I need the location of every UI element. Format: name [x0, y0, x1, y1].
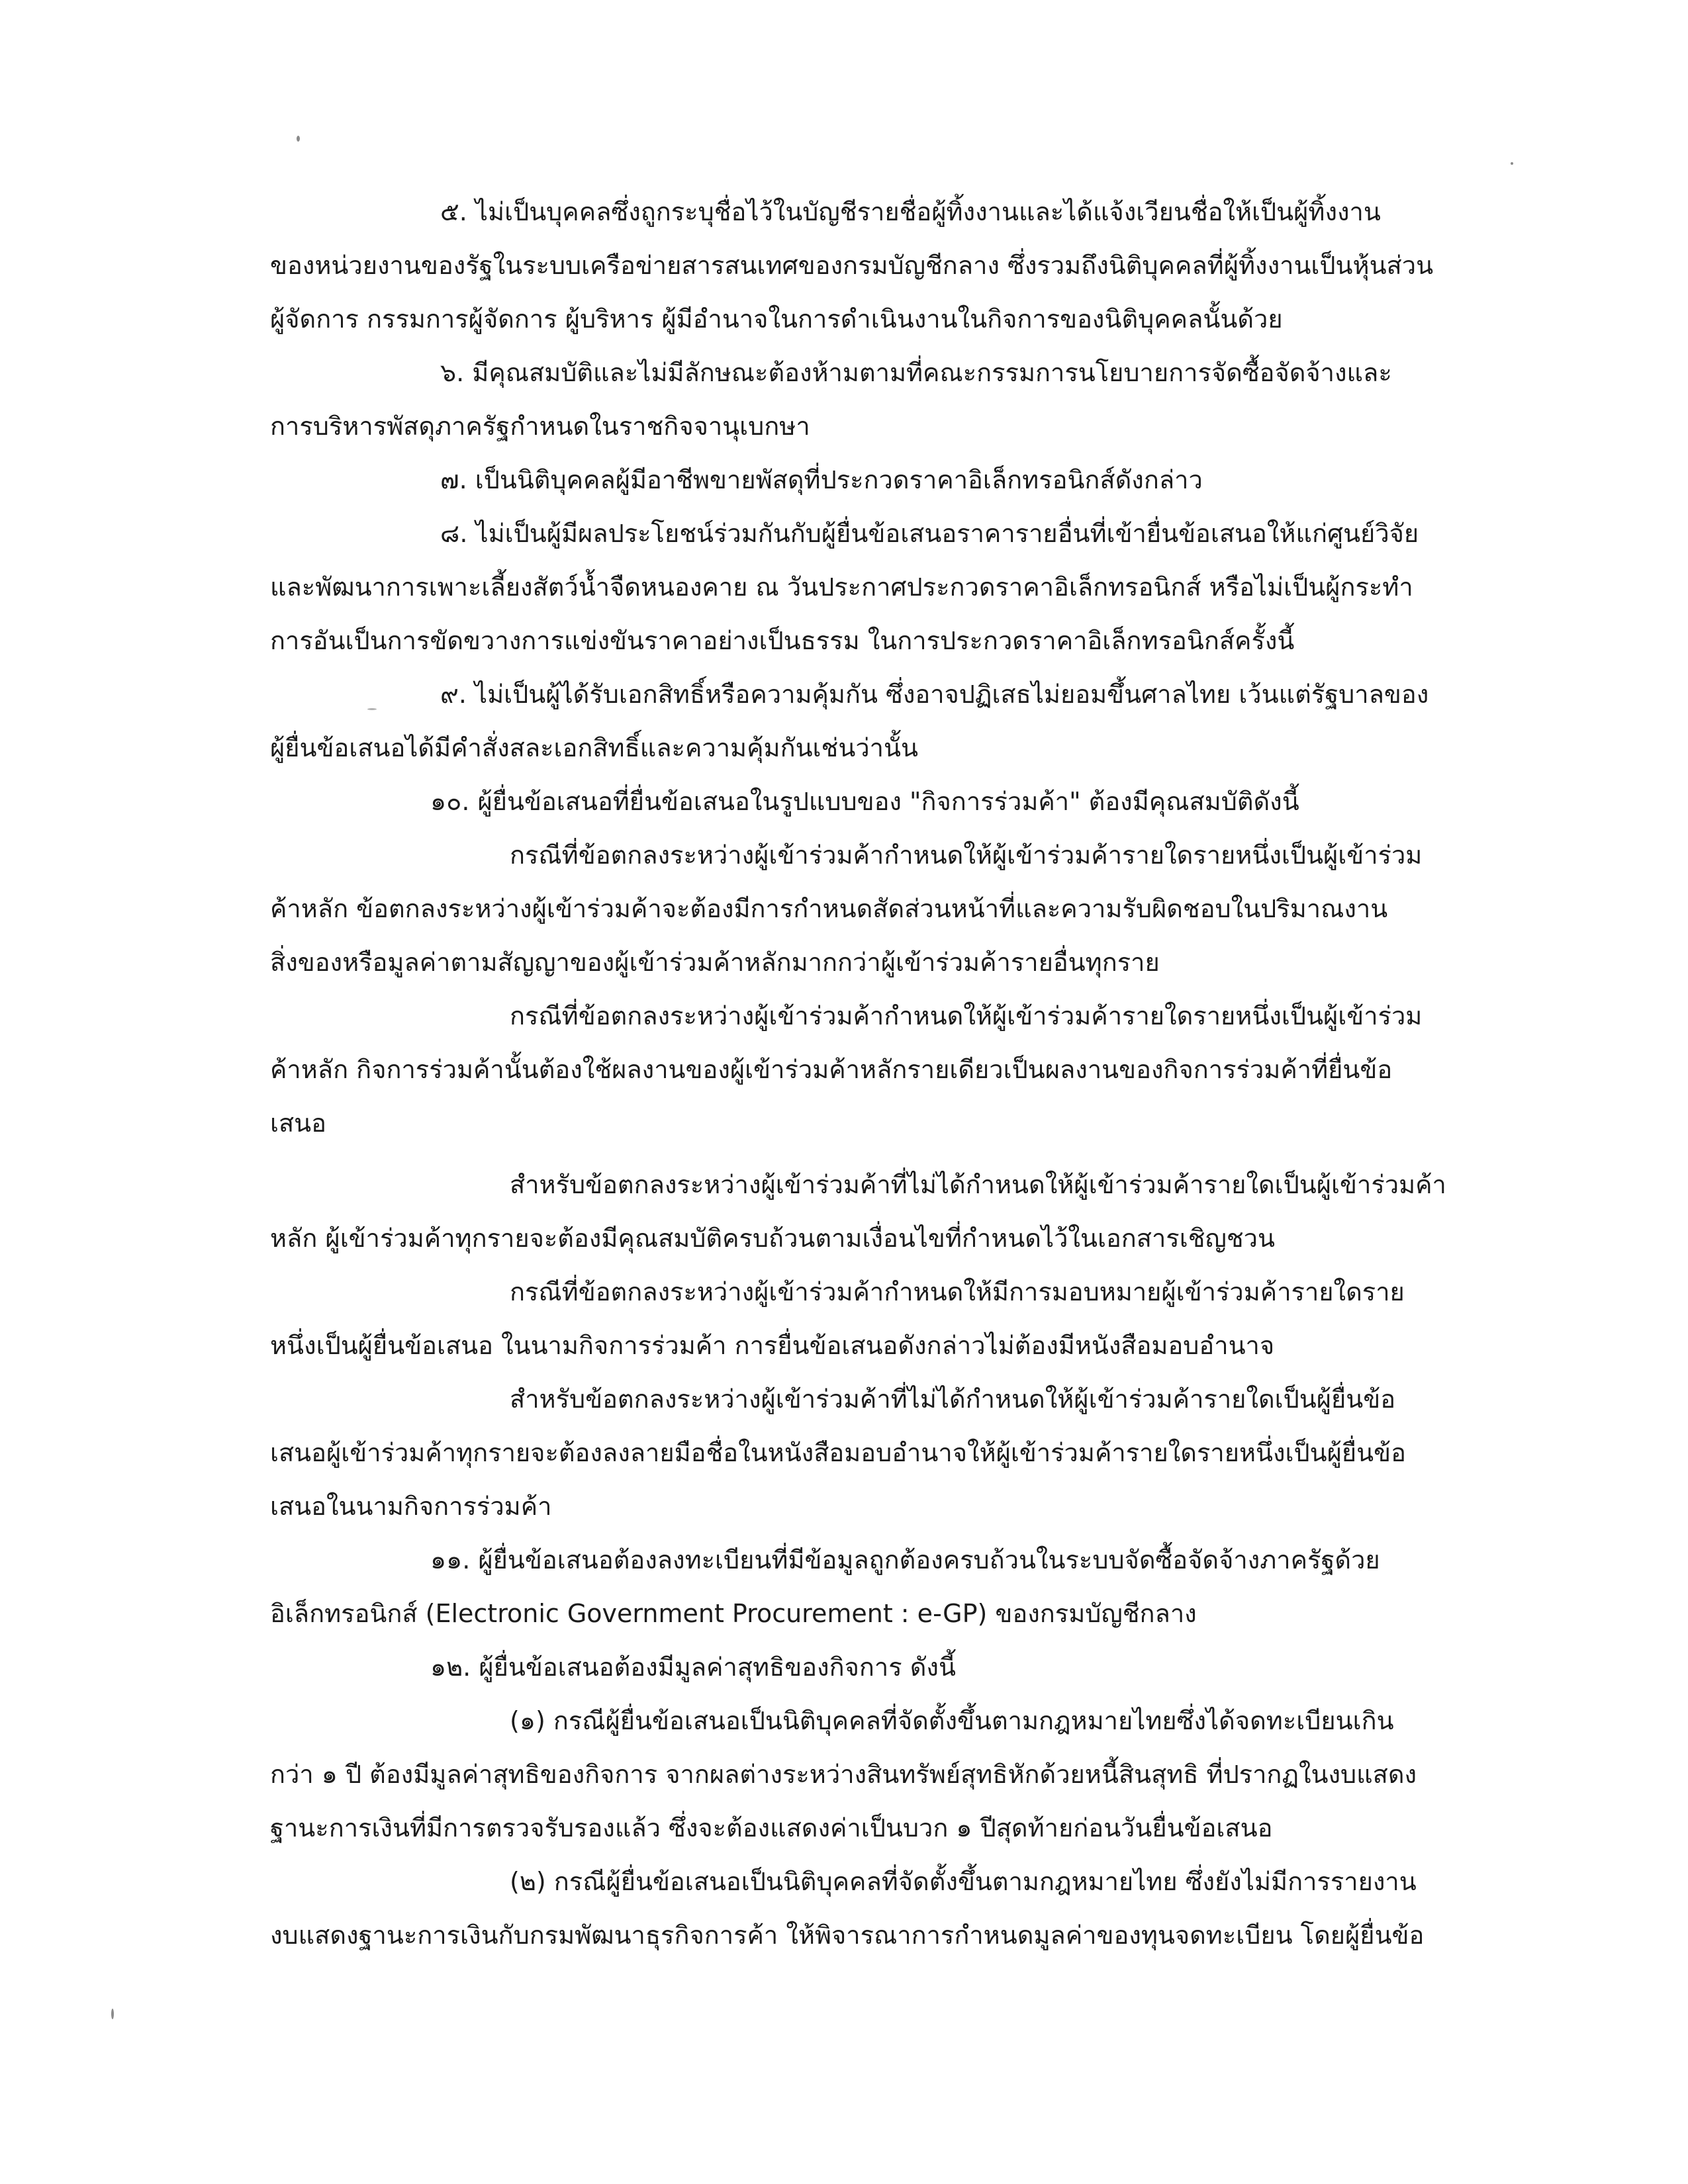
scan-speck	[367, 708, 377, 710]
text-line: ๑๒. ผู้ยื่นข้อเสนอต้องมีมูลค่าสุทธิของกิจการ ดังนี้	[430, 1653, 956, 1682]
text-line: เสนอในนามกิจการร่วมค้า	[270, 1492, 552, 1521]
text-line: ๘. ไม่เป็นผู้มีผลประโยชน์ร่วมกันกับผู้ยื่นข้อเสนอราคารายอื่นที่เข้ายื่นข้อเสนอให้แก่ศูนย์วิจัย	[440, 519, 1419, 548]
text-line: ๙. ไม่เป็นผู้ได้รับเอกสิทธิ์หรือความคุ้มกัน ซึ่งอาจปฏิเสธไม่ยอมขึ้นศาลไทย เว้นแต่รัฐบาลของ	[440, 680, 1429, 709]
text-line: การบริหารพัสดุภาครัฐกำหนดในราชกิจจานุเบกษา	[270, 412, 810, 441]
text-line: ๑๑. ผู้ยื่นข้อเสนอต้องลงทะเบียนที่มีข้อมูลถูกต้องครบถ้วนในระบบจัดซื้อจัดจ้างภาครัฐด้วย	[430, 1545, 1380, 1574]
text-line: ผู้จัดการ กรรมการผู้จัดการ ผู้บริหาร ผู้มีอำนาจในการดำเนินงานในกิจการของนิติบุคคลนั้นด้วย	[270, 304, 1283, 334]
text-line: กรณีที่ข้อตกลงระหว่างผู้เข้าร่วมค้ากำหนดให้ผู้เข้าร่วมค้ารายใดรายหนึ่งเป็นผู้เข้าร่วม	[510, 841, 1423, 870]
text-line: ค้าหลัก ข้อตกลงระหว่างผู้เข้าร่วมค้าจะต้องมีการกำหนดสัดส่วนหน้าที่และความรับผิดชอบในปริมาณงาน	[270, 894, 1388, 923]
text-line: สำหรับข้อตกลงระหว่างผู้เข้าร่วมค้าที่ไม่ได้กำหนดให้ผู้เข้าร่วมค้ารายใดเป็นผู้ยื่นข้อ	[510, 1385, 1396, 1414]
text-line: ๑๐. ผู้ยื่นข้อเสนอที่ยื่นข้อเสนอในรูปแบบของ "กิจการร่วมค้า" ต้องมีคุณสมบัติดังนี้	[430, 787, 1299, 816]
text-line: ของหน่วยงานของรัฐในระบบเครือข่ายสารสนเทศของกรมบัญชีกลาง ซึ่งรวมถึงนิติบุคคลที่ผู้ทิ้งงานเป็นหุ้นส่วน	[270, 251, 1434, 280]
text-line: กว่า ๑ ปี ต้องมีมูลค่าสุทธิของกิจการ จากผลต่างระหว่างสินทรัพย์สุทธิหักด้วยหนี้สินสุทธิ ที่ปรากฏในงบแสดง	[270, 1760, 1417, 1789]
text-line: หนึ่งเป็นผู้ยื่นข้อเสนอ ในนามกิจการร่วมค้า การยื่นข้อเสนอดังกล่าวไม่ต้องมีหนังสือมอบอำนาจ	[270, 1331, 1275, 1360]
text-line: ผู้ยื่นข้อเสนอได้มีคำสั่งสละเอกสิทธิ์และความคุ้มกันเช่นว่านั้น	[270, 733, 918, 762]
text-line: สิ่งของหรือมูลค่าตามสัญญาของผู้เข้าร่วมค้าหลักมากกว่าผู้เข้าร่วมค้ารายอื่นทุกราย	[270, 948, 1160, 977]
text-line: หลัก ผู้เข้าร่วมค้าทุกรายจะต้องมีคุณสมบัติครบถ้วนตามเงื่อนไขที่กำหนดไว้ในเอกสารเชิญชวน	[270, 1224, 1275, 1253]
text-line: กรณีที่ข้อตกลงระหว่างผู้เข้าร่วมค้ากำหนดให้มีการมอบหมายผู้เข้าร่วมค้ารายใดราย	[510, 1277, 1405, 1306]
text-line: เสนอผู้เข้าร่วมค้าทุกรายจะต้องลงลายมือชื่อในหนังสือมอบอำนาจให้ผู้เข้าร่วมค้ารายใดรายหนึ่งเป็นผู้ยื่นข้อ	[270, 1438, 1406, 1467]
scan-speck	[111, 2009, 114, 2019]
text-line: การอันเป็นการขัดขวางการแข่งขันราคาอย่างเป็นธรรม ในการประกวดราคาอิเล็กทรอนิกส์ครั้งนี้	[270, 626, 1295, 655]
text-line: ค้าหลัก กิจการร่วมค้านั้นต้องใช้ผลงานของผู้เข้าร่วมค้าหลักรายเดียวเป็นผลงานของกิจการร่วมค้าที่ยื่นข้อ	[270, 1055, 1393, 1084]
text-line: ๖. มีคุณสมบัติและไม่มีลักษณะต้องห้ามตามที่คณะกรรมการนโยบายการจัดซื้อจัดจ้างและ	[440, 358, 1392, 387]
text-line: งบแสดงฐานะการเงินกับกรมพัฒนาธุรกิจการค้า ให้พิจารณาการกำหนดมูลค่าของทุนจดทะเบียน โดยผู้ยื่นข้อ	[270, 1921, 1425, 1950]
text-line: (๑) กรณีผู้ยื่นข้อเสนอเป็นนิติบุคคลที่จัดตั้งขึ้นตามกฎหมายไทยซึ่งได้จดทะเบียนเกิน	[510, 1706, 1394, 1735]
text-line: กรณีที่ข้อตกลงระหว่างผู้เข้าร่วมค้ากำหนดให้ผู้เข้าร่วมค้ารายใดรายหนึ่งเป็นผู้เข้าร่วม	[510, 1001, 1423, 1030]
text-line: เสนอ	[270, 1109, 326, 1138]
text-line: อิเล็กทรอนิกส์ (Electronic Government Procurement : e-GP) ของกรมบัญชีกลาง	[270, 1599, 1197, 1628]
scan-speck	[297, 136, 300, 142]
text-line: สำหรับข้อตกลงระหว่างผู้เข้าร่วมค้าที่ไม่ได้กำหนดให้ผู้เข้าร่วมค้ารายใดเป็นผู้เข้าร่วมค้า	[510, 1170, 1446, 1199]
text-line: ๗. เป็นนิติบุคคลผู้มีอาชีพขายพัสดุที่ประกวดราคาอิเล็กทรอนิกส์ดังกล่าว	[440, 465, 1203, 494]
text-line: (๒) กรณีผู้ยื่นข้อเสนอเป็นนิติบุคคลที่จัดตั้งขึ้นตามกฎหมายไทย ซึ่งยังไม่มีการรายงาน	[510, 1867, 1417, 1896]
text-line: ฐานะการเงินที่มีการตรวจรับรองแล้ว ซึ่งจะต้องแสดงค่าเป็นบวก ๑ ปีสุดท้ายก่อนวันยื่นข้อเสนอ	[270, 1813, 1273, 1843]
scan-speck	[1511, 162, 1513, 165]
text-line: ๕. ไม่เป็นบุคคลซึ่งถูกระบุชื่อไว้ในบัญชีรายชื่อผู้ทิ้งงานและได้แจ้งเวียนชื่อให้เป็นผู้ทิ้งงาน	[440, 197, 1381, 226]
text-line: และพัฒนาการเพาะเลี้ยงสัตว์น้ำจืดหนองคาย ณ วันประกาศประกวดราคาอิเล็กทรอนิกส์ หรือไม่เป็นผู้กระทำ	[270, 572, 1413, 602]
